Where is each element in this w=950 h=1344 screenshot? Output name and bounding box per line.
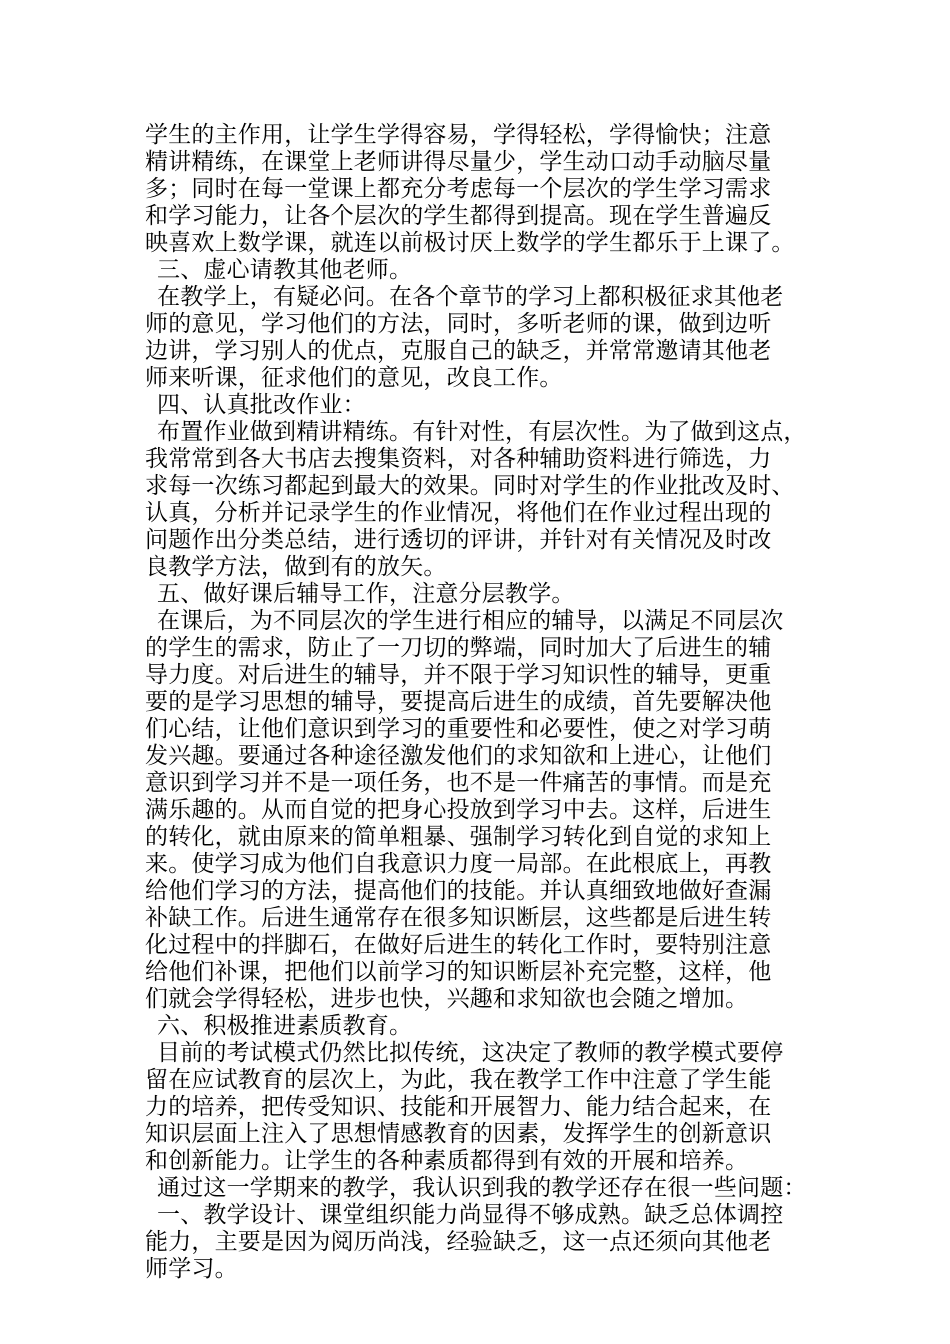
text-line: 目前的考试模式仍然比拟传统，这决定了教师的教学模式要停 — [157, 1040, 784, 1066]
section-heading — [145, 1013, 805, 1040]
text-line: 学生的主作用，让学生学得容易，学得轻松，学得愉快；注意 — [145, 122, 772, 148]
text-line: 六、积极推进素质教育。 — [157, 1013, 413, 1039]
text-line: 和创新能力。让学生的各种素质都得到有效的开展和培养。 — [145, 1148, 749, 1174]
text-line: 能力，主要是因为阅历尚浅，经验缺乏，这一点还须向其他老 — [145, 1229, 772, 1255]
text-line: 师来听课，征求他们的意见，改良工作。 — [145, 365, 563, 391]
text-line: 精讲精练，在课堂上老师讲得尽量少，学生动口动手动脑尽量 — [145, 149, 772, 175]
text-line: 们心结，让他们意识到学习的重要性和必要性，使之对学习萌 — [145, 716, 772, 742]
text-line: 给他们补课，把他们以前学习的知识断层补充完整，这样，他 — [145, 959, 772, 985]
text-line: 来。使学习成为他们自我意识力度一局部。在此根底上，再教 — [145, 851, 772, 877]
text-line: 师的意见，学习他们的方法，同时，多听老师的课，做到边听 — [145, 311, 772, 337]
text-line: 问题作出分类总结，进行透切的评讲，并针对有关情况及时改 — [145, 527, 772, 553]
text-line: 三、虚心请教其他老师。 — [157, 257, 413, 283]
body-paragraph — [145, 284, 805, 392]
text-line: 知识层面上注入了思想情感教育的因素，发挥学生的创新意识 — [145, 1121, 772, 1147]
body-paragraph — [145, 419, 805, 581]
document-page — [145, 122, 805, 1283]
body-paragraph — [145, 1202, 805, 1283]
text-line: 力的培养，把传受知识、技能和开展智力、能力结合起来，在 — [145, 1094, 772, 1120]
text-line: 边讲，学习别人的优点，克服自己的缺乏，并常常邀请其他老 — [145, 338, 772, 364]
text-line: 良教学方法，做到有的放矢。 — [145, 554, 447, 580]
body-paragraph — [145, 608, 805, 1013]
text-line: 们就会学得轻松，进步也快，兴趣和求知欲也会随之增加。 — [145, 986, 749, 1012]
text-line: 意识到学习并不是一项任务，也不是一件痛苦的事情。而是充 — [145, 770, 772, 796]
section-heading — [145, 392, 805, 419]
text-line: 多；同时在每一堂课上都充分考虑每一个层次的学生学习需求 — [145, 176, 772, 202]
text-line: 化过程中的拌脚石，在做好后进生的转化工作时，要特别注意 — [145, 932, 772, 958]
text-line: 四、认真批改作业： — [157, 392, 366, 418]
body-paragraph — [145, 1175, 805, 1202]
body-paragraph — [145, 122, 805, 257]
text-line: 通过这一学期来的教学，我认识到我的教学还存在很一些问题： — [157, 1175, 807, 1201]
text-line: 我常常到各大书店去搜集资料，对各种辅助资料进行筛选，力 — [145, 446, 772, 472]
text-line: 满乐趣的。从而自觉的把身心投放到学习中去。这样，后进生 — [145, 797, 772, 823]
text-line: 师学习。 — [145, 1256, 238, 1282]
text-line: 映喜欢上数学课，就连以前极讨厌上数学的学生都乐于上课了。 — [145, 230, 795, 256]
text-line: 要的是学习思想的辅导，要提高后进生的成绩，首先要解决他 — [145, 689, 772, 715]
text-line: 和学习能力，让各个层次的学生都得到提高。现在学生普遍反 — [145, 203, 772, 229]
text-line: 补缺工作。后进生通常存在很多知识断层，这些都是后进生转 — [145, 905, 772, 931]
text-line: 发兴趣。要通过各种途径激发他们的求知欲和上进心，让他们 — [145, 743, 772, 769]
text-line: 在教学上，有疑必问。在各个章节的学习上都积极征求其他老 — [157, 284, 784, 310]
text-line: 一、教学设计、课堂组织能力尚显得不够成熟。缺乏总体调控 — [157, 1202, 784, 1228]
text-line: 导力度。对后进生的辅导，并不限于学习知识性的辅导，更重 — [145, 662, 772, 688]
body-paragraph — [145, 1040, 805, 1175]
text-line: 的学生的需求，防止了一刀切的弊端，同时加大了后进生的辅 — [145, 635, 772, 661]
section-heading — [145, 257, 805, 284]
text-line: 布置作业做到精讲精练。有针对性，有层次性。为了做到这点， — [157, 419, 807, 445]
text-line: 给他们学习的方法，提高他们的技能。并认真细致地做好查漏 — [145, 878, 772, 904]
text-line: 的转化，就由原来的简单粗暴、强制学习转化到自觉的求知上 — [145, 824, 772, 850]
text-line: 在课后，为不同层次的学生进行相应的辅导，以满足不同层次 — [157, 608, 784, 634]
text-line: 求每一次练习都起到最大的效果。同时对学生的作业批改及时、 — [145, 473, 795, 499]
section-heading — [145, 581, 805, 608]
text-line: 留在应试教育的层次上，为此，我在教学工作中注意了学生能 — [145, 1067, 772, 1093]
text-line: 认真，分析并记录学生的作业情况，将他们在作业过程出现的 — [145, 500, 772, 526]
text-line: 五、做好课后辅导工作，注意分层教学。 — [157, 581, 575, 607]
